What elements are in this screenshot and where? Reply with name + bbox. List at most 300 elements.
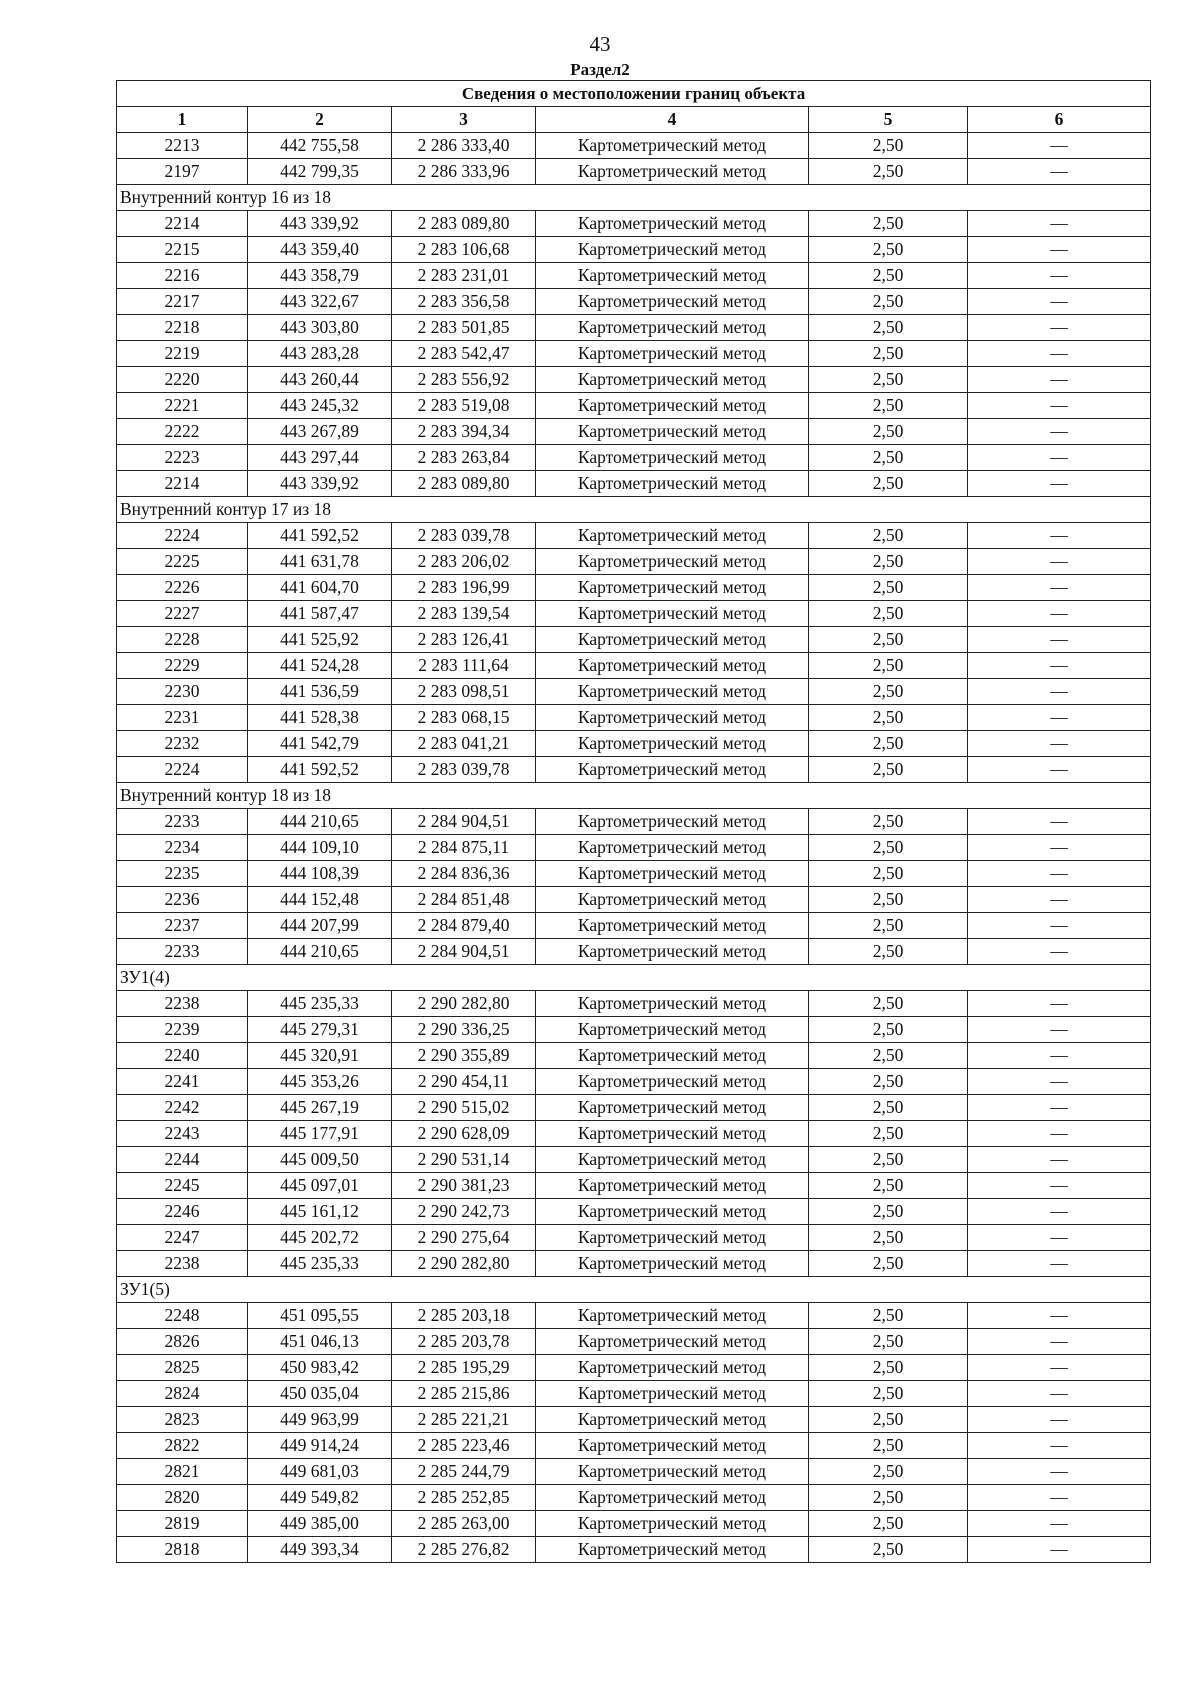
y-coordinate: 2 285 276,82 [392,1537,536,1563]
note-cell: — [968,601,1151,627]
note-cell: — [968,133,1151,159]
method-cell: Картометрический метод [536,1199,809,1225]
x-coordinate: 445 353,26 [248,1069,392,1095]
table-row [117,1511,1151,1537]
accuracy-cell: 2,50 [809,991,968,1017]
point-number: 2818 [117,1537,248,1563]
y-coordinate: 2 283 139,54 [392,601,536,627]
x-coordinate: 441 631,78 [248,549,392,575]
table-row [117,887,1151,913]
note-cell: — [968,315,1151,341]
method-cell: Картометрический метод [536,419,809,445]
y-coordinate: 2 290 275,64 [392,1225,536,1251]
note-cell: — [968,1511,1151,1537]
table-row [117,1121,1151,1147]
y-coordinate: 2 283 098,51 [392,679,536,705]
point-number: 2224 [117,757,248,783]
note-cell: — [968,1537,1151,1563]
method-cell: Картометрический метод [536,523,809,549]
point-number: 2236 [117,887,248,913]
table-row [117,1407,1151,1433]
method-cell: Картометрический метод [536,1433,809,1459]
accuracy-cell: 2,50 [809,1537,968,1563]
note-cell: — [968,549,1151,575]
table-row [117,1043,1151,1069]
y-coordinate: 2 285 221,21 [392,1407,536,1433]
column-header: 5 [809,107,968,133]
y-coordinate: 2 283 041,21 [392,731,536,757]
x-coordinate: 443 267,89 [248,419,392,445]
x-coordinate: 442 799,35 [248,159,392,185]
method-cell: Картометрический метод [536,1043,809,1069]
method-cell: Картометрический метод [536,1251,809,1277]
y-coordinate: 2 285 203,78 [392,1329,536,1355]
x-coordinate: 441 536,59 [248,679,392,705]
y-coordinate: 2 284 836,36 [392,861,536,887]
point-number: 2243 [117,1121,248,1147]
table-row [117,367,1151,393]
method-cell: Картометрический метод [536,1407,809,1433]
method-cell: Картометрический метод [536,263,809,289]
method-cell: Картометрический метод [536,393,809,419]
y-coordinate: 2 283 068,15 [392,705,536,731]
y-coordinate: 2 285 195,29 [392,1355,536,1381]
table-row [117,1069,1151,1095]
y-coordinate: 2 290 242,73 [392,1199,536,1225]
method-cell: Картометрический метод [536,731,809,757]
note-cell: — [968,991,1151,1017]
point-number: 2218 [117,315,248,341]
x-coordinate: 443 359,40 [248,237,392,263]
contour-group-row [117,1277,1151,1303]
method-cell: Картометрический метод [536,1511,809,1537]
note-cell: — [968,237,1151,263]
accuracy-cell: 2,50 [809,939,968,965]
note-cell: — [968,419,1151,445]
note-cell: — [968,1173,1151,1199]
point-number: 2826 [117,1329,248,1355]
note-cell: — [968,1147,1151,1173]
note-cell: — [968,445,1151,471]
y-coordinate: 2 283 206,02 [392,549,536,575]
method-cell: Картометрический метод [536,679,809,705]
x-coordinate: 443 358,79 [248,263,392,289]
note-cell: — [968,913,1151,939]
y-coordinate: 2 290 531,14 [392,1147,536,1173]
note-cell: — [968,1355,1151,1381]
contour-group-row [117,185,1151,211]
x-coordinate: 450 983,42 [248,1355,392,1381]
table-row [117,1017,1151,1043]
y-coordinate: 2 283 542,47 [392,341,536,367]
x-coordinate: 443 245,32 [248,393,392,419]
page-number: 43 [589,32,611,56]
method-cell: Картометрический метод [536,627,809,653]
note-cell: — [968,809,1151,835]
column-header: 3 [392,107,536,133]
point-number: 2246 [117,1199,248,1225]
table-row [117,341,1151,367]
note-cell: — [968,1095,1151,1121]
point-number: 2228 [117,627,248,653]
point-number: 2240 [117,1043,248,1069]
table-row [117,133,1151,159]
point-number: 2220 [117,367,248,393]
method-cell: Картометрический метод [536,341,809,367]
table-row [117,237,1151,263]
point-number: 2223 [117,445,248,471]
point-number: 2226 [117,575,248,601]
table-row [117,1329,1151,1355]
table-row [117,159,1151,185]
column-header-row [117,107,1151,133]
table-row [117,1355,1151,1381]
note-cell: — [968,1381,1151,1407]
x-coordinate: 444 108,39 [248,861,392,887]
y-coordinate: 2 284 875,11 [392,835,536,861]
column-header: 4 [536,107,809,133]
x-coordinate: 443 283,28 [248,341,392,367]
table-row [117,523,1151,549]
point-number: 2230 [117,679,248,705]
point-number: 2823 [117,1407,248,1433]
note-cell: — [968,263,1151,289]
y-coordinate: 2 284 851,48 [392,887,536,913]
table-row [117,393,1151,419]
x-coordinate: 445 279,31 [248,1017,392,1043]
note-cell: — [968,211,1151,237]
table-row [117,1199,1151,1225]
method-cell: Картометрический метод [536,1017,809,1043]
method-cell: Картометрический метод [536,367,809,393]
x-coordinate: 451 095,55 [248,1303,392,1329]
table-row [117,991,1151,1017]
x-coordinate: 445 267,19 [248,1095,392,1121]
accuracy-cell: 2,50 [809,1121,968,1147]
section-title: Раздел2 [570,60,630,79]
accuracy-cell: 2,50 [809,1485,968,1511]
table-row [117,1485,1151,1511]
point-number: 2247 [117,1225,248,1251]
note-cell: — [968,1329,1151,1355]
point-number: 2214 [117,471,248,497]
note-cell: — [968,289,1151,315]
contour-group-row [117,965,1151,991]
y-coordinate: 2 286 333,96 [392,159,536,185]
point-number: 2821 [117,1459,248,1485]
accuracy-cell: 2,50 [809,393,968,419]
table-row [117,315,1151,341]
point-number: 2245 [117,1173,248,1199]
method-cell: Картометрический метод [536,601,809,627]
method-cell: Картометрический метод [536,887,809,913]
x-coordinate: 441 604,70 [248,575,392,601]
method-cell: Картометрический метод [536,1173,809,1199]
point-number: 2238 [117,991,248,1017]
point-number: 2822 [117,1433,248,1459]
method-cell: Картометрический метод [536,1329,809,1355]
y-coordinate: 2 290 282,80 [392,1251,536,1277]
note-cell: — [968,1069,1151,1095]
point-number: 2231 [117,705,248,731]
contour-group-label: Внутренний контур 17 из 18 [117,497,1151,523]
x-coordinate: 443 260,44 [248,367,392,393]
method-cell: Картометрический метод [536,575,809,601]
note-cell: — [968,1407,1151,1433]
point-number: 2825 [117,1355,248,1381]
x-coordinate: 442 755,58 [248,133,392,159]
x-coordinate: 445 235,33 [248,991,392,1017]
method-cell: Картометрический метод [536,913,809,939]
y-coordinate: 2 283 039,78 [392,757,536,783]
table-row [117,289,1151,315]
table-row [117,601,1151,627]
table-row [117,1381,1151,1407]
method-cell: Картометрический метод [536,159,809,185]
note-cell: — [968,1199,1151,1225]
table-row [117,419,1151,445]
contour-group-label: Внутренний контур 18 из 18 [117,783,1151,809]
contour-group-row [117,783,1151,809]
point-number: 2238 [117,1251,248,1277]
note-cell: — [968,731,1151,757]
accuracy-cell: 2,50 [809,601,968,627]
table-row [117,1433,1151,1459]
point-number: 2224 [117,523,248,549]
accuracy-cell: 2,50 [809,549,968,575]
accuracy-cell: 2,50 [809,1199,968,1225]
method-cell: Картометрический метод [536,861,809,887]
x-coordinate: 449 963,99 [248,1407,392,1433]
accuracy-cell: 2,50 [809,1381,968,1407]
y-coordinate: 2 283 394,34 [392,419,536,445]
contour-group-label: ЗУ1(5) [117,1277,1151,1303]
x-coordinate: 441 542,79 [248,731,392,757]
note-cell: — [968,705,1151,731]
table-row [117,835,1151,861]
note-cell: — [968,1251,1151,1277]
x-coordinate: 445 177,91 [248,1121,392,1147]
method-cell: Картометрический метод [536,133,809,159]
accuracy-cell: 2,50 [809,913,968,939]
x-coordinate: 443 322,67 [248,289,392,315]
accuracy-cell: 2,50 [809,1251,968,1277]
x-coordinate: 445 320,91 [248,1043,392,1069]
y-coordinate: 2 290 454,11 [392,1069,536,1095]
accuracy-cell: 2,50 [809,1225,968,1251]
table-row [117,1095,1151,1121]
table-row [117,653,1151,679]
table-row [117,1147,1151,1173]
y-coordinate: 2 283 126,41 [392,627,536,653]
accuracy-cell: 2,50 [809,1303,968,1329]
y-coordinate: 2 283 106,68 [392,237,536,263]
accuracy-cell: 2,50 [809,133,968,159]
method-cell: Картометрический метод [536,757,809,783]
table-row [117,913,1151,939]
accuracy-cell: 2,50 [809,1069,968,1095]
point-number: 2217 [117,289,248,315]
accuracy-cell: 2,50 [809,653,968,679]
accuracy-cell: 2,50 [809,1511,968,1537]
contour-group-label: Внутренний контур 16 из 18 [117,185,1151,211]
point-number: 2239 [117,1017,248,1043]
x-coordinate: 443 297,44 [248,445,392,471]
y-coordinate: 2 285 215,86 [392,1381,536,1407]
point-number: 2213 [117,133,248,159]
accuracy-cell: 2,50 [809,445,968,471]
x-coordinate: 449 914,24 [248,1433,392,1459]
x-coordinate: 441 525,92 [248,627,392,653]
method-cell: Картометрический метод [536,1303,809,1329]
y-coordinate: 2 283 263,84 [392,445,536,471]
method-cell: Картометрический метод [536,445,809,471]
y-coordinate: 2 283 196,99 [392,575,536,601]
x-coordinate: 450 035,04 [248,1381,392,1407]
point-number: 2234 [117,835,248,861]
method-cell: Картометрический метод [536,1121,809,1147]
method-cell: Картометрический метод [536,991,809,1017]
accuracy-cell: 2,50 [809,1407,968,1433]
accuracy-cell: 2,50 [809,1329,968,1355]
table-row [117,861,1151,887]
method-cell: Картометрический метод [536,1225,809,1251]
accuracy-cell: 2,50 [809,679,968,705]
y-coordinate: 2 283 089,80 [392,471,536,497]
accuracy-cell: 2,50 [809,731,968,757]
accuracy-cell: 2,50 [809,575,968,601]
point-number: 2222 [117,419,248,445]
accuracy-cell: 2,50 [809,835,968,861]
method-cell: Картометрический метод [536,549,809,575]
x-coordinate: 441 524,28 [248,653,392,679]
accuracy-cell: 2,50 [809,341,968,367]
accuracy-cell: 2,50 [809,1095,968,1121]
point-number: 2221 [117,393,248,419]
x-coordinate: 451 046,13 [248,1329,392,1355]
x-coordinate: 449 393,34 [248,1537,392,1563]
table-row [117,1537,1151,1563]
x-coordinate: 444 210,65 [248,809,392,835]
x-coordinate: 443 339,92 [248,471,392,497]
point-number: 2219 [117,341,248,367]
column-header: 2 [248,107,392,133]
note-cell: — [968,523,1151,549]
point-number: 2241 [117,1069,248,1095]
table-row [117,1303,1151,1329]
accuracy-cell: 2,50 [809,289,968,315]
note-cell: — [968,1433,1151,1459]
note-cell: — [968,393,1151,419]
table-row [117,1459,1151,1485]
accuracy-cell: 2,50 [809,1173,968,1199]
note-cell: — [968,341,1151,367]
table-row [117,471,1151,497]
note-cell: — [968,835,1151,861]
point-number: 2237 [117,913,248,939]
method-cell: Картометрический метод [536,1537,809,1563]
y-coordinate: 2 285 263,00 [392,1511,536,1537]
y-coordinate: 2 290 336,25 [392,1017,536,1043]
y-coordinate: 2 283 089,80 [392,211,536,237]
table-row [117,263,1151,289]
y-coordinate: 2 285 223,46 [392,1433,536,1459]
point-number: 2214 [117,211,248,237]
note-cell: — [968,757,1151,783]
note-cell: — [968,1485,1151,1511]
accuracy-cell: 2,50 [809,315,968,341]
point-number: 2244 [117,1147,248,1173]
x-coordinate: 449 549,82 [248,1485,392,1511]
y-coordinate: 2 290 515,02 [392,1095,536,1121]
note-cell: — [968,939,1151,965]
method-cell: Картометрический метод [536,237,809,263]
method-cell: Картометрический метод [536,835,809,861]
point-number: 2215 [117,237,248,263]
point-number: 2225 [117,549,248,575]
point-number: 2229 [117,653,248,679]
table-row [117,757,1151,783]
y-coordinate: 2 290 381,23 [392,1173,536,1199]
note-cell: — [968,471,1151,497]
x-coordinate: 441 592,52 [248,523,392,549]
y-coordinate: 2 283 556,92 [392,367,536,393]
method-cell: Картометрический метод [536,1069,809,1095]
y-coordinate: 2 286 333,40 [392,133,536,159]
x-coordinate: 449 681,03 [248,1459,392,1485]
accuracy-cell: 2,50 [809,237,968,263]
method-cell: Картометрический метод [536,1459,809,1485]
accuracy-cell: 2,50 [809,419,968,445]
note-cell: — [968,367,1151,393]
table-row [117,939,1151,965]
point-number: 2248 [117,1303,248,1329]
x-coordinate: 445 161,12 [248,1199,392,1225]
coordinates-table [116,80,1151,1563]
table-row [117,1251,1151,1277]
method-cell: Картометрический метод [536,1381,809,1407]
point-number: 2235 [117,861,248,887]
note-cell: — [968,653,1151,679]
x-coordinate: 441 528,38 [248,705,392,731]
y-coordinate: 2 285 244,79 [392,1459,536,1485]
accuracy-cell: 2,50 [809,263,968,289]
accuracy-cell: 2,50 [809,809,968,835]
point-number: 2232 [117,731,248,757]
accuracy-cell: 2,50 [809,757,968,783]
accuracy-cell: 2,50 [809,705,968,731]
table-row [117,679,1151,705]
note-cell: — [968,575,1151,601]
y-coordinate: 2 283 111,64 [392,653,536,679]
y-coordinate: 2 284 879,40 [392,913,536,939]
table-row [117,1225,1151,1251]
y-coordinate: 2 283 356,58 [392,289,536,315]
y-coordinate: 2 284 904,51 [392,809,536,835]
y-coordinate: 2 285 203,18 [392,1303,536,1329]
table-row [117,731,1151,757]
accuracy-cell: 2,50 [809,627,968,653]
y-coordinate: 2 285 252,85 [392,1485,536,1511]
accuracy-cell: 2,50 [809,211,968,237]
note-cell: — [968,1017,1151,1043]
column-header: 1 [117,107,248,133]
method-cell: Картометрический метод [536,809,809,835]
y-coordinate: 2 283 519,08 [392,393,536,419]
method-cell: Картометрический метод [536,1355,809,1381]
point-number: 2824 [117,1381,248,1407]
method-cell: Картометрический метод [536,1095,809,1121]
